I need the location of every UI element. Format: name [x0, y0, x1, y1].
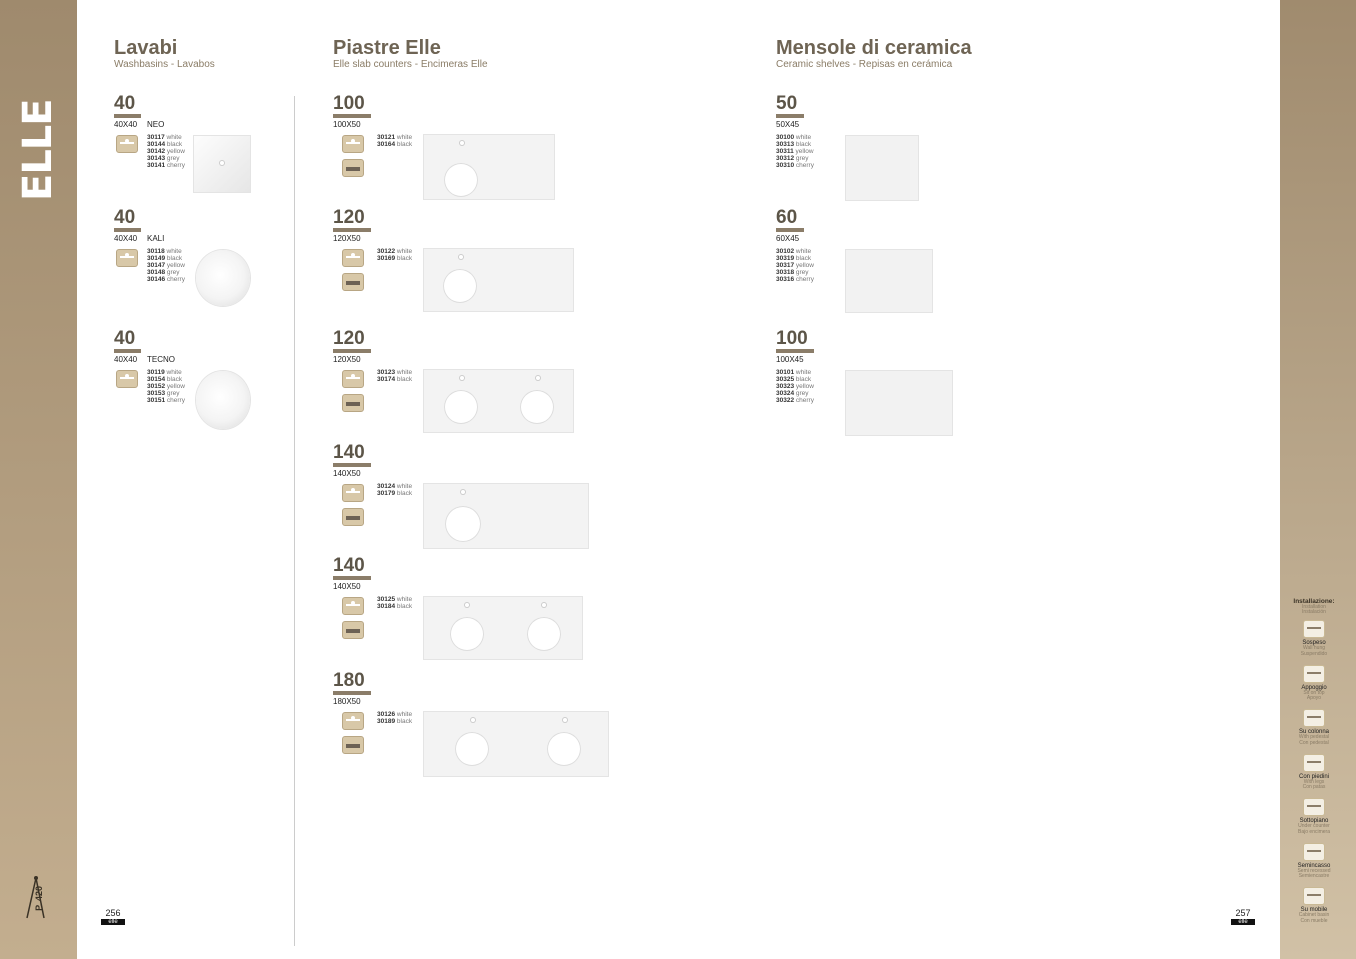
- color-name: grey: [166, 154, 180, 162]
- size-number: 40: [114, 207, 136, 228]
- mensole-subtitle: Ceramic shelves - Repisas en cerámica: [776, 59, 953, 70]
- code-list: [377, 484, 412, 498]
- size-number: 100: [776, 328, 808, 349]
- basin-hole: [547, 732, 581, 766]
- size-bar: [114, 349, 141, 353]
- code-list: [377, 249, 412, 263]
- dimensions-label: 140X50: [333, 469, 361, 478]
- washbasin-item: [114, 208, 264, 318]
- color-name: cherry: [795, 275, 814, 283]
- legend-item: [1292, 709, 1336, 746]
- basin-hole: [443, 269, 477, 303]
- legend-item-subtitle: Semi recessed: [1297, 867, 1331, 874]
- dimensions-label: 140X50: [333, 582, 361, 591]
- installation-cabinet-icon: [342, 394, 364, 412]
- code-list: [776, 370, 814, 405]
- size-bar: [333, 691, 371, 695]
- code-list: [377, 712, 412, 726]
- page-number-right: 257: [1235, 908, 1251, 918]
- page-reference: P. 420: [34, 886, 44, 911]
- color-name: yellow: [166, 382, 185, 390]
- color-name: black: [795, 254, 812, 262]
- page-tag-right: elle: [1231, 919, 1255, 925]
- installation-icon: [342, 135, 364, 153]
- legend-item-subtitle: Cabinet basin: [1298, 912, 1330, 918]
- color-name: white: [795, 248, 812, 255]
- installation-icon: [342, 249, 364, 267]
- color-name: white: [396, 248, 413, 255]
- size-bar: [333, 114, 371, 118]
- product-code: 30100: [776, 134, 795, 141]
- installation-icon: [116, 135, 138, 153]
- basin-hole: [455, 732, 489, 766]
- color-name: black: [396, 375, 413, 383]
- basin-hole: [444, 390, 478, 424]
- size-number: 140: [333, 442, 365, 463]
- tap-hole: [460, 376, 464, 380]
- size-bar: [333, 463, 371, 467]
- size-number: 40: [114, 93, 136, 114]
- lavabi-title: Lavabi: [114, 37, 178, 59]
- color-name: cherry: [795, 161, 814, 169]
- size-number: 120: [333, 328, 365, 349]
- product-code: 30101: [776, 369, 795, 376]
- color-name: grey: [166, 389, 180, 397]
- size-bar: [333, 228, 371, 232]
- ceramic-shelf-item: [776, 94, 976, 204]
- legend-item-subtitle: Apoyo: [1306, 695, 1322, 701]
- color-name: black: [396, 489, 413, 497]
- product-code: 30169: [377, 254, 396, 262]
- color-name: black: [795, 375, 812, 383]
- product-code: 30324: [776, 389, 795, 397]
- shelf-image: [846, 250, 932, 312]
- code-list: [147, 135, 185, 170]
- legend-item-subtitle: Con patas: [1302, 784, 1326, 790]
- product-code: 30318: [776, 268, 795, 276]
- legend-item-subtitle: Suspendido: [1300, 650, 1328, 657]
- installation-icon: [342, 712, 364, 730]
- installation-cabinet-icon: [342, 273, 364, 291]
- size-bar: [776, 114, 804, 118]
- color-name: white: [795, 369, 812, 376]
- dimensions-label: 40X40: [114, 120, 138, 129]
- size-number: 140: [333, 555, 365, 576]
- color-name: yellow: [166, 147, 185, 155]
- code-row: [377, 719, 412, 726]
- product-code: 30322: [776, 396, 795, 404]
- tap-hole: [459, 255, 463, 259]
- page-number-left: 256: [105, 908, 121, 918]
- product-code: 30312: [776, 154, 795, 162]
- code-row: [377, 256, 412, 263]
- color-name: black: [396, 254, 413, 262]
- basin-hole: [445, 506, 481, 542]
- size-number: 100: [333, 93, 365, 114]
- code-list: [147, 370, 185, 405]
- product-code: 30184: [377, 602, 396, 610]
- size-number: 60: [776, 207, 798, 228]
- tap-hole: [465, 603, 469, 607]
- legend-item-subtitle: Con mueble: [1300, 917, 1328, 924]
- under-counter-icon: [1303, 798, 1325, 816]
- code-list: [377, 135, 412, 149]
- color-name: grey: [795, 154, 809, 162]
- code-row: [147, 163, 185, 170]
- model-name: NEO: [147, 120, 165, 129]
- product-code: 30319: [776, 254, 795, 262]
- product-code: 30153: [147, 389, 166, 397]
- installation-cabinet-icon: [342, 159, 364, 177]
- tap-hole: [536, 376, 540, 380]
- cabinet-icon: [1303, 887, 1325, 905]
- size-bar: [333, 349, 371, 353]
- color-name: black: [166, 254, 183, 262]
- color-name: yellow: [166, 261, 185, 269]
- legend-item-subtitle: With pedestal: [1298, 734, 1330, 740]
- dimensions-label: 100X45: [776, 355, 804, 364]
- product-code: 30123: [377, 369, 396, 376]
- code-row: [776, 163, 814, 170]
- legend-item: [1292, 843, 1336, 880]
- product-code: 30310: [776, 161, 795, 169]
- product-code: 30164: [377, 140, 396, 148]
- color-name: cherry: [795, 396, 814, 404]
- product-code: 30316: [776, 275, 795, 283]
- model-name: TECNO: [147, 355, 175, 364]
- legend-item-name: Su colonna: [1298, 729, 1330, 735]
- slab-counter-item: [333, 208, 623, 318]
- size-bar: [114, 228, 141, 232]
- legend-item-name: Appoggio: [1301, 684, 1327, 691]
- product-code: 30325: [776, 375, 795, 383]
- slab-counter-item: [333, 329, 623, 439]
- code-list: [776, 249, 814, 284]
- dimensions-label: 120X50: [333, 234, 361, 243]
- basin-hole: [450, 617, 484, 651]
- color-name: black: [795, 140, 812, 148]
- code-row: [776, 277, 814, 284]
- product-code: 30143: [147, 154, 166, 162]
- code-row: [377, 491, 412, 498]
- color-name: white: [166, 134, 182, 141]
- legend-subtitle-en: Installation: [1302, 604, 1326, 610]
- tap-hole: [461, 490, 465, 494]
- legend-subtitle: [1290, 605, 1338, 615]
- color-name: white: [396, 596, 413, 603]
- size-number: 120: [333, 207, 365, 228]
- code-list: [377, 597, 412, 611]
- legs-icon: [1303, 754, 1325, 772]
- basin-hole: [444, 163, 478, 197]
- installation-cabinet-icon: [342, 736, 364, 754]
- dimensions-label: 60X45: [776, 234, 800, 243]
- legend-item-name: Sospeso: [1302, 640, 1326, 646]
- product-code: 30122: [377, 248, 396, 255]
- drain-hole: [220, 161, 224, 165]
- color-name: cherry: [166, 275, 185, 283]
- shelf-image: [846, 136, 918, 200]
- legend-item-name: Con piedini: [1298, 773, 1330, 780]
- slab-counter-item: [333, 443, 623, 553]
- slab-counter-item: [333, 556, 623, 666]
- slab-counter-image: [424, 370, 573, 432]
- code-list: [776, 135, 814, 170]
- installation-icon: [342, 370, 364, 388]
- product-code: 30146: [147, 275, 166, 283]
- product-code: 30179: [377, 489, 396, 497]
- color-name: white: [396, 711, 413, 718]
- installation-icon: [342, 597, 364, 615]
- product-code: 30126: [377, 711, 396, 718]
- legend-item: [1292, 887, 1336, 924]
- legend-item-subtitle: With legs: [1303, 778, 1325, 785]
- tap-hole: [542, 603, 546, 607]
- installation-icon: [116, 370, 138, 388]
- product-code: 30323: [776, 382, 795, 390]
- installation-icon: [116, 249, 138, 267]
- legend-title: Installazione:: [1293, 598, 1335, 605]
- product-code: 30147: [147, 261, 166, 269]
- tap-hole: [460, 141, 464, 145]
- color-name: black: [396, 140, 413, 148]
- color-name: black: [166, 375, 183, 383]
- dimensions-label: 100X50: [333, 120, 361, 129]
- product-code: 30121: [377, 134, 396, 141]
- mensole-title: Mensole di ceramica: [776, 37, 972, 59]
- color-name: cherry: [166, 161, 185, 169]
- legend-item-subtitle: Wall hung: [1302, 645, 1326, 651]
- column-divider: [294, 96, 295, 946]
- color-name: grey: [795, 389, 809, 397]
- dimensions-label: 50X45: [776, 120, 800, 129]
- legend-item-subtitle: Bajo encimera: [1298, 828, 1330, 835]
- product-code: 30154: [147, 375, 166, 383]
- sit-on-top-icon: [1303, 665, 1325, 683]
- product-code: 30118: [147, 248, 165, 255]
- legend-item: [1292, 620, 1336, 657]
- product-code: 30152: [147, 382, 166, 390]
- product-code: 30141: [147, 161, 166, 169]
- product-code: 30189: [377, 717, 396, 725]
- product-code: 30148: [147, 268, 166, 276]
- color-name: grey: [166, 268, 180, 276]
- model-name: KALI: [147, 234, 165, 243]
- code-row: [377, 604, 412, 611]
- slab-counter-image: [424, 135, 554, 199]
- color-name: yellow: [795, 261, 814, 269]
- series-label: ELLE: [15, 99, 61, 201]
- washbasin-item: [114, 329, 264, 439]
- basin-hole: [520, 390, 554, 424]
- slab-counter-image: [424, 597, 582, 659]
- code-row: [377, 377, 412, 384]
- pedestal-icon: [1303, 709, 1325, 727]
- shelf-image: [846, 371, 952, 435]
- tap-hole: [471, 718, 475, 722]
- legend-item: [1292, 798, 1336, 835]
- piastre-title: Piastre Elle: [333, 37, 441, 59]
- size-number: 50: [776, 93, 798, 114]
- color-name: cherry: [166, 396, 185, 404]
- installation-cabinet-icon: [342, 621, 364, 639]
- product-code: 30125: [377, 596, 396, 603]
- installation-cabinet-icon: [342, 508, 364, 526]
- dimensions-label: 40X40: [114, 355, 138, 364]
- product-code: 30117: [147, 134, 165, 141]
- basin-hole: [527, 617, 561, 651]
- legend-item-subtitle: Semiencastre: [1298, 873, 1330, 879]
- color-name: black: [396, 602, 413, 610]
- product-code: 30317: [776, 261, 795, 269]
- legend-item-name: Sottopiano: [1299, 818, 1329, 824]
- washbasin-image: [196, 250, 250, 306]
- product-code: 30151: [147, 396, 166, 404]
- code-row: [147, 277, 185, 284]
- size-number: 180: [333, 670, 365, 691]
- product-code: 30149: [147, 254, 166, 262]
- color-name: white: [795, 134, 812, 141]
- legend-item: [1292, 754, 1336, 791]
- product-code: 30144: [147, 140, 166, 148]
- slab-counter-item: [333, 671, 623, 781]
- legend-item-subtitle: Under counter: [1298, 823, 1330, 829]
- page-tag-left: elle: [101, 919, 125, 925]
- washbasin-item: [114, 94, 264, 204]
- color-name: white: [396, 369, 413, 376]
- code-row: [147, 398, 185, 405]
- slab-counter-item: [333, 94, 623, 204]
- ceramic-shelf-item: [776, 208, 976, 318]
- color-name: yellow: [795, 147, 814, 155]
- code-list: [377, 370, 412, 384]
- product-code: 30174: [377, 375, 396, 383]
- size-number: 40: [114, 328, 136, 349]
- installation-icon: [342, 484, 364, 502]
- legend-item: [1292, 665, 1336, 702]
- slab-counter-image: [424, 249, 573, 311]
- washbasin-image: [194, 136, 250, 192]
- color-name: white: [166, 369, 182, 376]
- semi-recessed-icon: [1303, 843, 1325, 861]
- product-code: 30124: [377, 483, 396, 490]
- color-name: white: [396, 483, 413, 490]
- lavabi-subtitle: Washbasins - Lavabos: [114, 59, 215, 70]
- washbasin-image: [196, 371, 250, 429]
- product-code: 30102: [776, 248, 795, 255]
- ceramic-shelf-item: [776, 329, 976, 439]
- color-name: white: [396, 134, 413, 141]
- tap-hole: [563, 718, 567, 722]
- size-bar: [333, 576, 371, 580]
- legend-subtitle-es: Instalación: [1302, 609, 1326, 615]
- color-name: grey: [795, 268, 809, 276]
- code-list: [147, 249, 185, 284]
- legend-item-name: Semincasso: [1297, 862, 1331, 869]
- product-code: 30142: [147, 147, 166, 155]
- product-code: 30119: [147, 369, 165, 376]
- product-code: 30311: [776, 147, 794, 155]
- color-name: black: [396, 717, 413, 725]
- slab-counter-image: [424, 712, 608, 776]
- legend-item-subtitle: Con pedestal: [1299, 739, 1329, 746]
- product-code: 30313: [776, 140, 795, 148]
- dimensions-label: 40X40: [114, 234, 138, 243]
- piastre-subtitle: Elle slab counters - Encimeras Elle: [333, 59, 488, 70]
- legend-item-subtitle: Sit on top: [1303, 689, 1325, 696]
- dimensions-label: 120X50: [333, 355, 361, 364]
- size-bar: [776, 228, 804, 232]
- color-name: yellow: [795, 382, 814, 390]
- color-name: white: [166, 248, 182, 255]
- legend-item-name: Su mobile: [1300, 907, 1328, 913]
- dimensions-label: 180X50: [333, 697, 361, 706]
- slab-counter-image: [424, 484, 588, 548]
- code-row: [776, 398, 814, 405]
- size-bar: [776, 349, 814, 353]
- size-bar: [114, 114, 141, 118]
- code-row: [377, 142, 412, 149]
- color-name: black: [166, 140, 183, 148]
- wall-hung-icon: [1303, 620, 1325, 638]
